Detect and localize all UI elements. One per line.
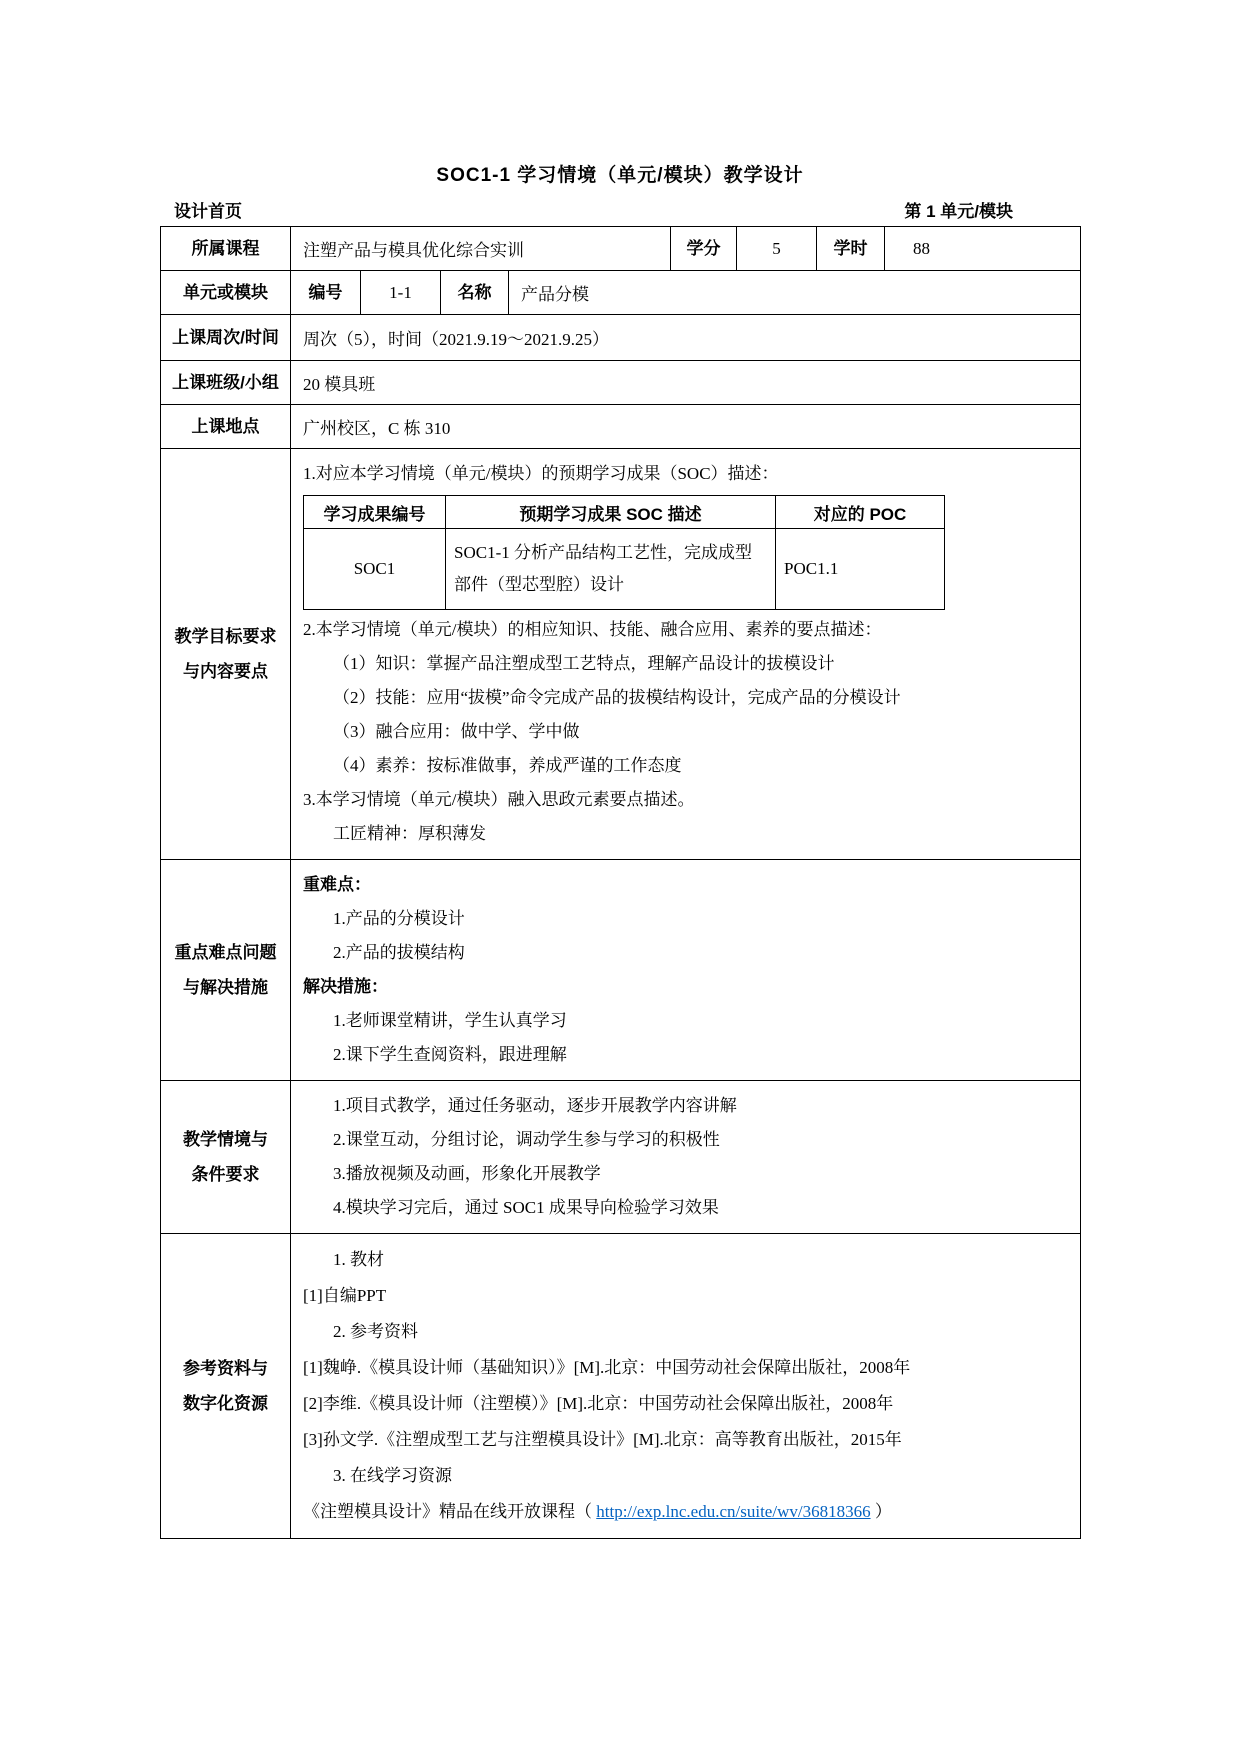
objectives-label-line1: 教学目标要求	[174, 627, 277, 646]
ideology-point: 工匠精神：厚积薄发	[333, 824, 486, 843]
name-label: 名称	[441, 271, 509, 314]
condition-item: 3.播放视频及动画，形象化开展教学	[333, 1164, 601, 1183]
location-value: 广州校区，C 栋 310	[303, 419, 451, 438]
objectives-label-line2: 与内容要点	[183, 662, 268, 681]
integration-point: （3）融合应用：做中学、学中做	[333, 722, 580, 741]
document-title: SOC1-1 学习情境（单元/模块）教学设计	[436, 165, 804, 186]
week-row	[161, 315, 1080, 361]
course-row	[161, 227, 1080, 271]
hours-value: 88	[913, 238, 930, 258]
solution-item: 2.课下学生查阅资料，跟进理解	[333, 1045, 567, 1064]
week-value: 周次（5），时间（2021.9.19～2021.9.25）	[303, 330, 609, 349]
reference-item: [2]李维.《模具设计师（注塑模）》[M].北京：中国劳动社会保障出版社，2008年	[303, 1394, 894, 1413]
soc-table-data-row	[304, 529, 944, 609]
conditions-label	[161, 1081, 291, 1233]
textbook-heading: 1. 教材	[333, 1250, 384, 1269]
references-label	[161, 1234, 291, 1538]
conditions-label-line2: 条件要求	[191, 1165, 260, 1184]
knowledge-point: （1）知识：掌握产品注塑成型工艺特点，理解产品设计的拔模设计	[333, 654, 835, 673]
number-value: 1-1	[361, 271, 441, 314]
soc-header-code: 学习成果编号	[304, 496, 446, 528]
difficulties-label-line1: 重点难点问题	[174, 943, 277, 962]
course-name: 注塑产品与模具优化综合实训	[291, 227, 671, 270]
difficulties-content	[291, 860, 1080, 1080]
solution-item: 1.老师课堂精讲，学生认真学习	[333, 1011, 567, 1030]
online-course-link[interactable]: http://exp.lnc.edu.cn/suite/wv/36818366	[596, 1502, 871, 1521]
unit-label: 单元或模块	[161, 271, 291, 314]
solutions-heading: 解决措施：	[303, 977, 388, 996]
location-row	[161, 405, 1080, 449]
points-intro: 2.本学习情境（单元/模块）的相应知识、技能、融合应用、素养的要点描述：	[303, 620, 882, 639]
difficulty-item: 1.产品的分模设计	[333, 909, 465, 928]
soc-poc: POC1.1	[784, 559, 839, 578]
class-label: 上课班级/小组	[161, 361, 291, 404]
skill-point: （2）技能：应用“拔模”命令完成产品的拔模结构设计，完成产品的分模设计	[333, 688, 901, 707]
reference-item: [1]魏峥.《模具设计师（基础知识）》[M].北京：中国劳动社会保障出版社，2008年	[303, 1358, 911, 1377]
soc-code: SOC1	[304, 529, 446, 609]
references-row	[161, 1234, 1080, 1538]
design-homepage-label: 设计首页	[174, 202, 242, 221]
condition-item: 4.模块学习完后，通过 SOC1 成果导向检验学习效果	[333, 1198, 719, 1217]
textbook-item: [1]自编PPT	[303, 1286, 387, 1305]
name-value: 产品分模	[521, 285, 589, 304]
teaching-design-table	[160, 226, 1081, 1539]
class-row	[161, 361, 1080, 405]
hours-label: 学时	[817, 227, 885, 270]
unit-number-label: 第 1 单元/模块	[904, 202, 1013, 221]
quality-point: （4）素养：按标准做事，养成严谨的工作态度	[333, 756, 682, 775]
objectives-label	[161, 449, 291, 859]
online-course-line	[303, 1494, 1068, 1530]
ideology-intro: 3.本学习情境（单元/模块）融入思政元素要点描述。	[303, 790, 695, 809]
class-value: 20 模具班	[303, 375, 376, 394]
references-label-line1: 参考资料与	[183, 1359, 268, 1378]
references-content	[291, 1234, 1080, 1538]
page-header	[160, 197, 1081, 222]
location-label: 上课地点	[161, 405, 291, 448]
number-label: 编号	[291, 271, 361, 314]
soc-description: SOC1-1 分析产品结构工艺性，完成成型部件（型芯型腔）设计	[446, 529, 776, 609]
reference-item: [3]孙文学.《注塑成型工艺与注塑模具设计》[M].北京：高等教育出版社，2015年	[303, 1430, 902, 1449]
credit-label: 学分	[671, 227, 737, 270]
condition-item: 1.项目式教学，通过任务驱动，逐步开展教学内容讲解	[333, 1096, 737, 1115]
soc-table-header-row	[304, 496, 944, 529]
unit-row	[161, 271, 1080, 315]
online-course-suffix: ）	[870, 1502, 892, 1521]
online-resources-heading: 3. 在线学习资源	[333, 1466, 452, 1485]
conditions-row	[161, 1081, 1080, 1234]
objectives-content	[291, 449, 1080, 859]
course-label: 所属课程	[161, 227, 291, 270]
objectives-row	[161, 449, 1080, 860]
references-label-line2: 数字化资源	[183, 1394, 268, 1413]
conditions-content	[291, 1081, 1080, 1233]
difficulties-label-line2: 与解决措施	[183, 978, 268, 997]
soc-header-poc: 对应的 POC	[813, 504, 907, 524]
difficulties-heading: 重难点：	[303, 875, 371, 894]
difficulties-label	[161, 860, 291, 1080]
credit-value: 5	[737, 227, 817, 270]
references-heading: 2. 参考资料	[333, 1322, 418, 1341]
online-course-prefix: 《注塑模具设计》精品在线开放课程（	[303, 1502, 597, 1521]
condition-item: 2.课堂互动，分组讨论，调动学生参与学习的积极性	[333, 1130, 720, 1149]
difficulty-item: 2.产品的拔模结构	[333, 943, 465, 962]
soc-table	[303, 495, 945, 610]
conditions-label-line1: 教学情境与	[183, 1130, 268, 1149]
soc-intro: 1.对应本学习情境（单元/模块）的预期学习成果（SOC）描述：	[303, 464, 779, 483]
soc-header-description: 预期学习成果 SOC 描述	[446, 496, 776, 528]
difficulties-row	[161, 860, 1080, 1081]
week-label: 上课周次/时间	[161, 315, 291, 360]
